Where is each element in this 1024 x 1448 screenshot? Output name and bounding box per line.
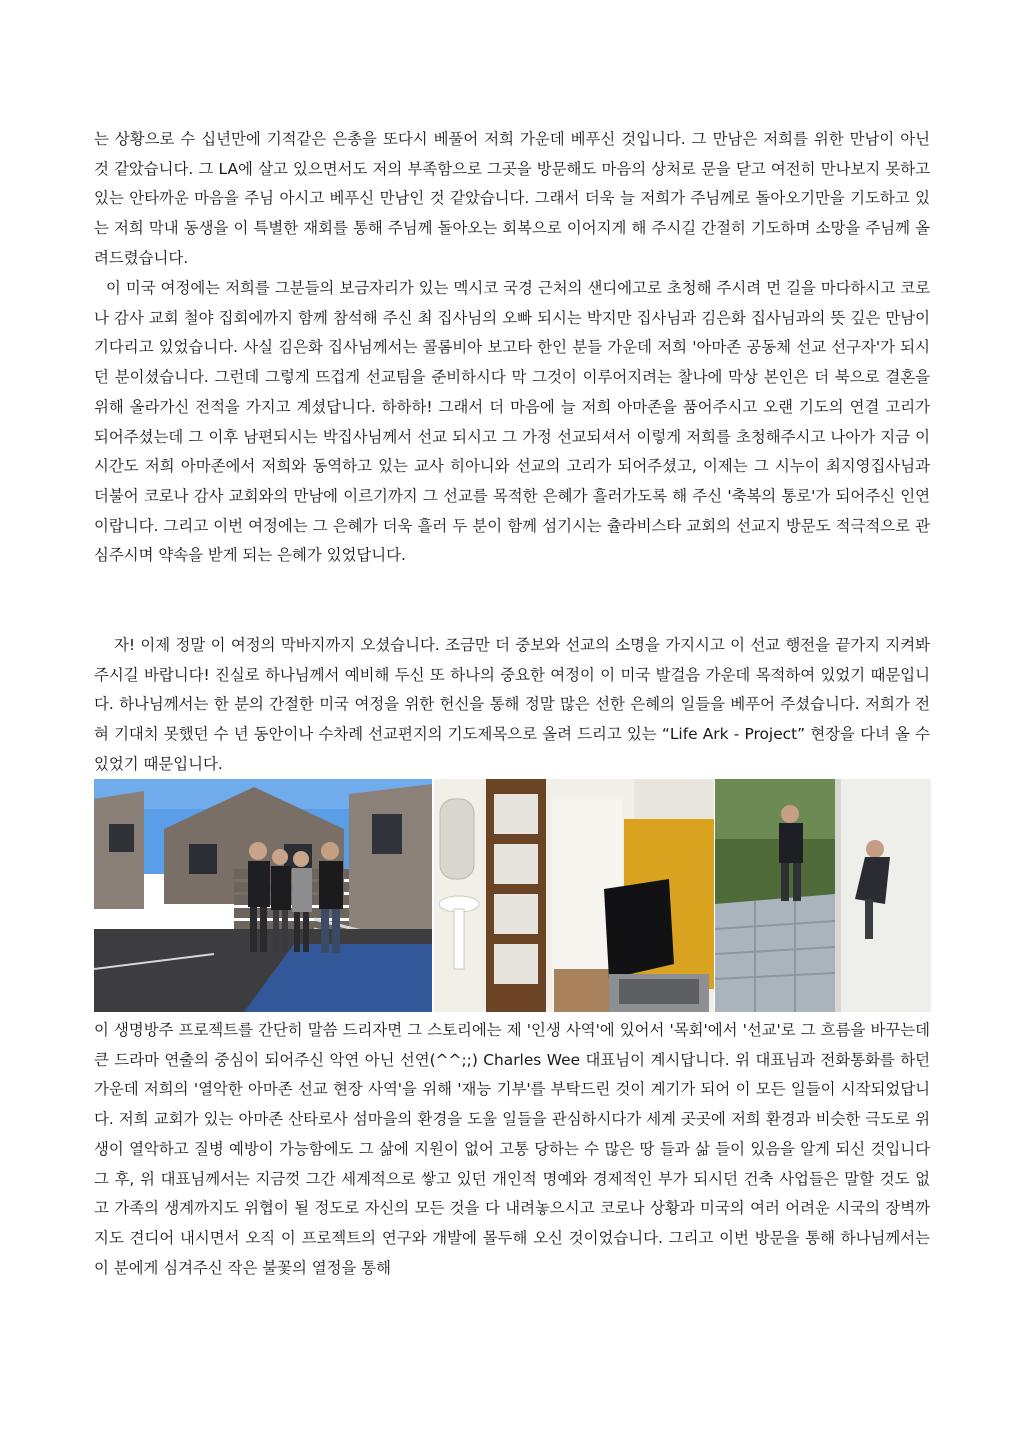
paragraph-1: 는 상황으로 수 십년만에 기적같은 은총을 또다시 베풀어 저희 가운데 베푸신 것입니다. 그 만남은 저희를 위한 만남이 아닌 것 같았습니다. 그 LA에 살고 있으면서도 저의 부족함으로 그곳을 방문해도 마음의 상처로 문을 닫고 여전히 만나보지 못하고 있는 안타까운 마음을 주님 아시고 베푸신 만남인 것 같았습니다. 그래서 더욱 늘 저희가 주님께로 돌아오기만을 기도하고 있는 저희 막내 동생을 이 특별한 재회를 통해 주님께 돌아오는 회복으로 이어지게 해 주시길 간절히 기도하며 소망을 주님께 올려드렸습니다. [94,130,930,267]
photo-strip [94,779,931,1012]
photo-group-tiny-homes [94,779,432,1012]
photo-workers-platform [715,779,931,1012]
paragraph-4: 이 생명방주 프로젝트를 간단히 말씀 드리자면 그 스토리에는 제 '인생 사역'에 있어서 '목회'에서 '선교'로 그 흐름을 바꾸는데 큰 드라마 연출의 중심이 되어주신 악연 아닌 선연(^^;;) Charles Wee 대표님이 계시답니다. 위 대표님과 전화통화를 하던 가운데 저희의 '열악한 아마존 선교 현장 사역'을 위해 '재능 기부'를 부탁드린 것이 계기가 되어 이 모든 일들이 시작되었답니다. 저희 교회가 있는 아마존 산타로사 섬마을의 환경을 도울 일들을 관심하시다가 세계 곳곳에 저희 환경과 비슷한 극도로 위생이 열악하고 질병 예방이 가능함에도 그 삶에 지원이 없어 고통 당하는 수 많은 땅 들과 삶 들이 있음을 알게 되신 것입니다 그 후, 위 대표님께서는 지금껏 그간 세계적으로 쌓고 있던 개인적 명예와 경제적인 부가 되시던 건축 사업들은 말할 것도 없고 가족의 생계까지도 위협이 될 정도로 자신의 모든 것을 다 내려놓으시고 코로나 상황과 미국의 여러 어려운 시국의 장벽까지도 견디어 내시면서 오직 이 프로젝트의 연구와 개발에 몰두해 오신 것이었습니다. 그리고 이번 방문을 통해 하나님께서는 이 분에게 심겨주신 작은 불꽃의 열정을 통해 [94,1021,930,1277]
photo-bathroom-interior [434,779,714,1012]
paragraph-3: 자! 이제 정말 이 여정의 막바지까지 오셨습니다. 조금만 더 중보와 선교의 소명을 가지시고 이 선교 행전을 끝가지 지켜봐 주시길 바랍니다! 진실로 하나님께서 예비해 두신 또 하나의 중요한 여정이 이 미국 발걸음 가운데 목적하여 있었기 때문입니다. 하나님께서는 한 분의 간절한 미국 여정을 위한 헌신을 통해 정말 많은 선한 은혜의 일들을 베푸어 주셨습니다. 저희가 전혀 기대치 못했던 수 년 동안이나 수차례 선교편지의 기도제목으로 올려 드리고 있는 “Life Ark - Project” 현장을 다녀 올 수 있었기 때문입니다. [94,636,930,773]
paragraph-2: 이 미국 여정에는 저희를 그분들의 보금자리가 있는 멕시코 국경 근처의 샌디에고로 초청해 주시려 먼 길을 마다하시고 코로나 감사 교회 철야 집회에까지 함께 참석해 주신 최 집사님의 오빠 되시는 박지만 집사님과 김은화 집사님과의 뜻 깊은 만남이 기다리고 있었습니다. 사실 김은화 집사님께서는 콜롬비아 보고타 한인 분들 가운데 저희 '아마존 공동체 선교 선구자'가 되시던 분이셨습니다. 그런데 그렇게 뜨겁게 선교팀을 준비하시다 막 그것이 이루어지려는 찰나에 막상 본인은 더 북으로 결혼을 위해 올라가신 전적을 가지고 계셨답니다. 하하하! 그래서 더 마음에 늘 저희 아마존을 품어주시고 오랜 기도의 연결 고리가 되어주셨는데 그 이후 남편되시는 박집사님께서 선교 되시고 그 가정 선교되셔서 이렇게 저희를 초청해주시고 나아가 지금 이시간도 저희 아마존에서 저희와 동역하고 있는 교사 히아니와 선교의 고리가 되어주셨고, 이제는 그 시누이 최지영집사님과 더불어 코로나 감사 교회와의 만남에 이르기까지 그 선교를 목적한 은혜가 흘러가도록 해 주신 '축복의 통로'가 되어주신 인연이랍니다. 그리고 이번 여정에는 그 은혜가 더욱 흘러 두 분이 함께 섬기시는 츌라비스타 교회의 선교지 방문도 적극적으로 관심주시며 약속을 받게 되는 은혜가 있었답니다. [94,279,930,565]
